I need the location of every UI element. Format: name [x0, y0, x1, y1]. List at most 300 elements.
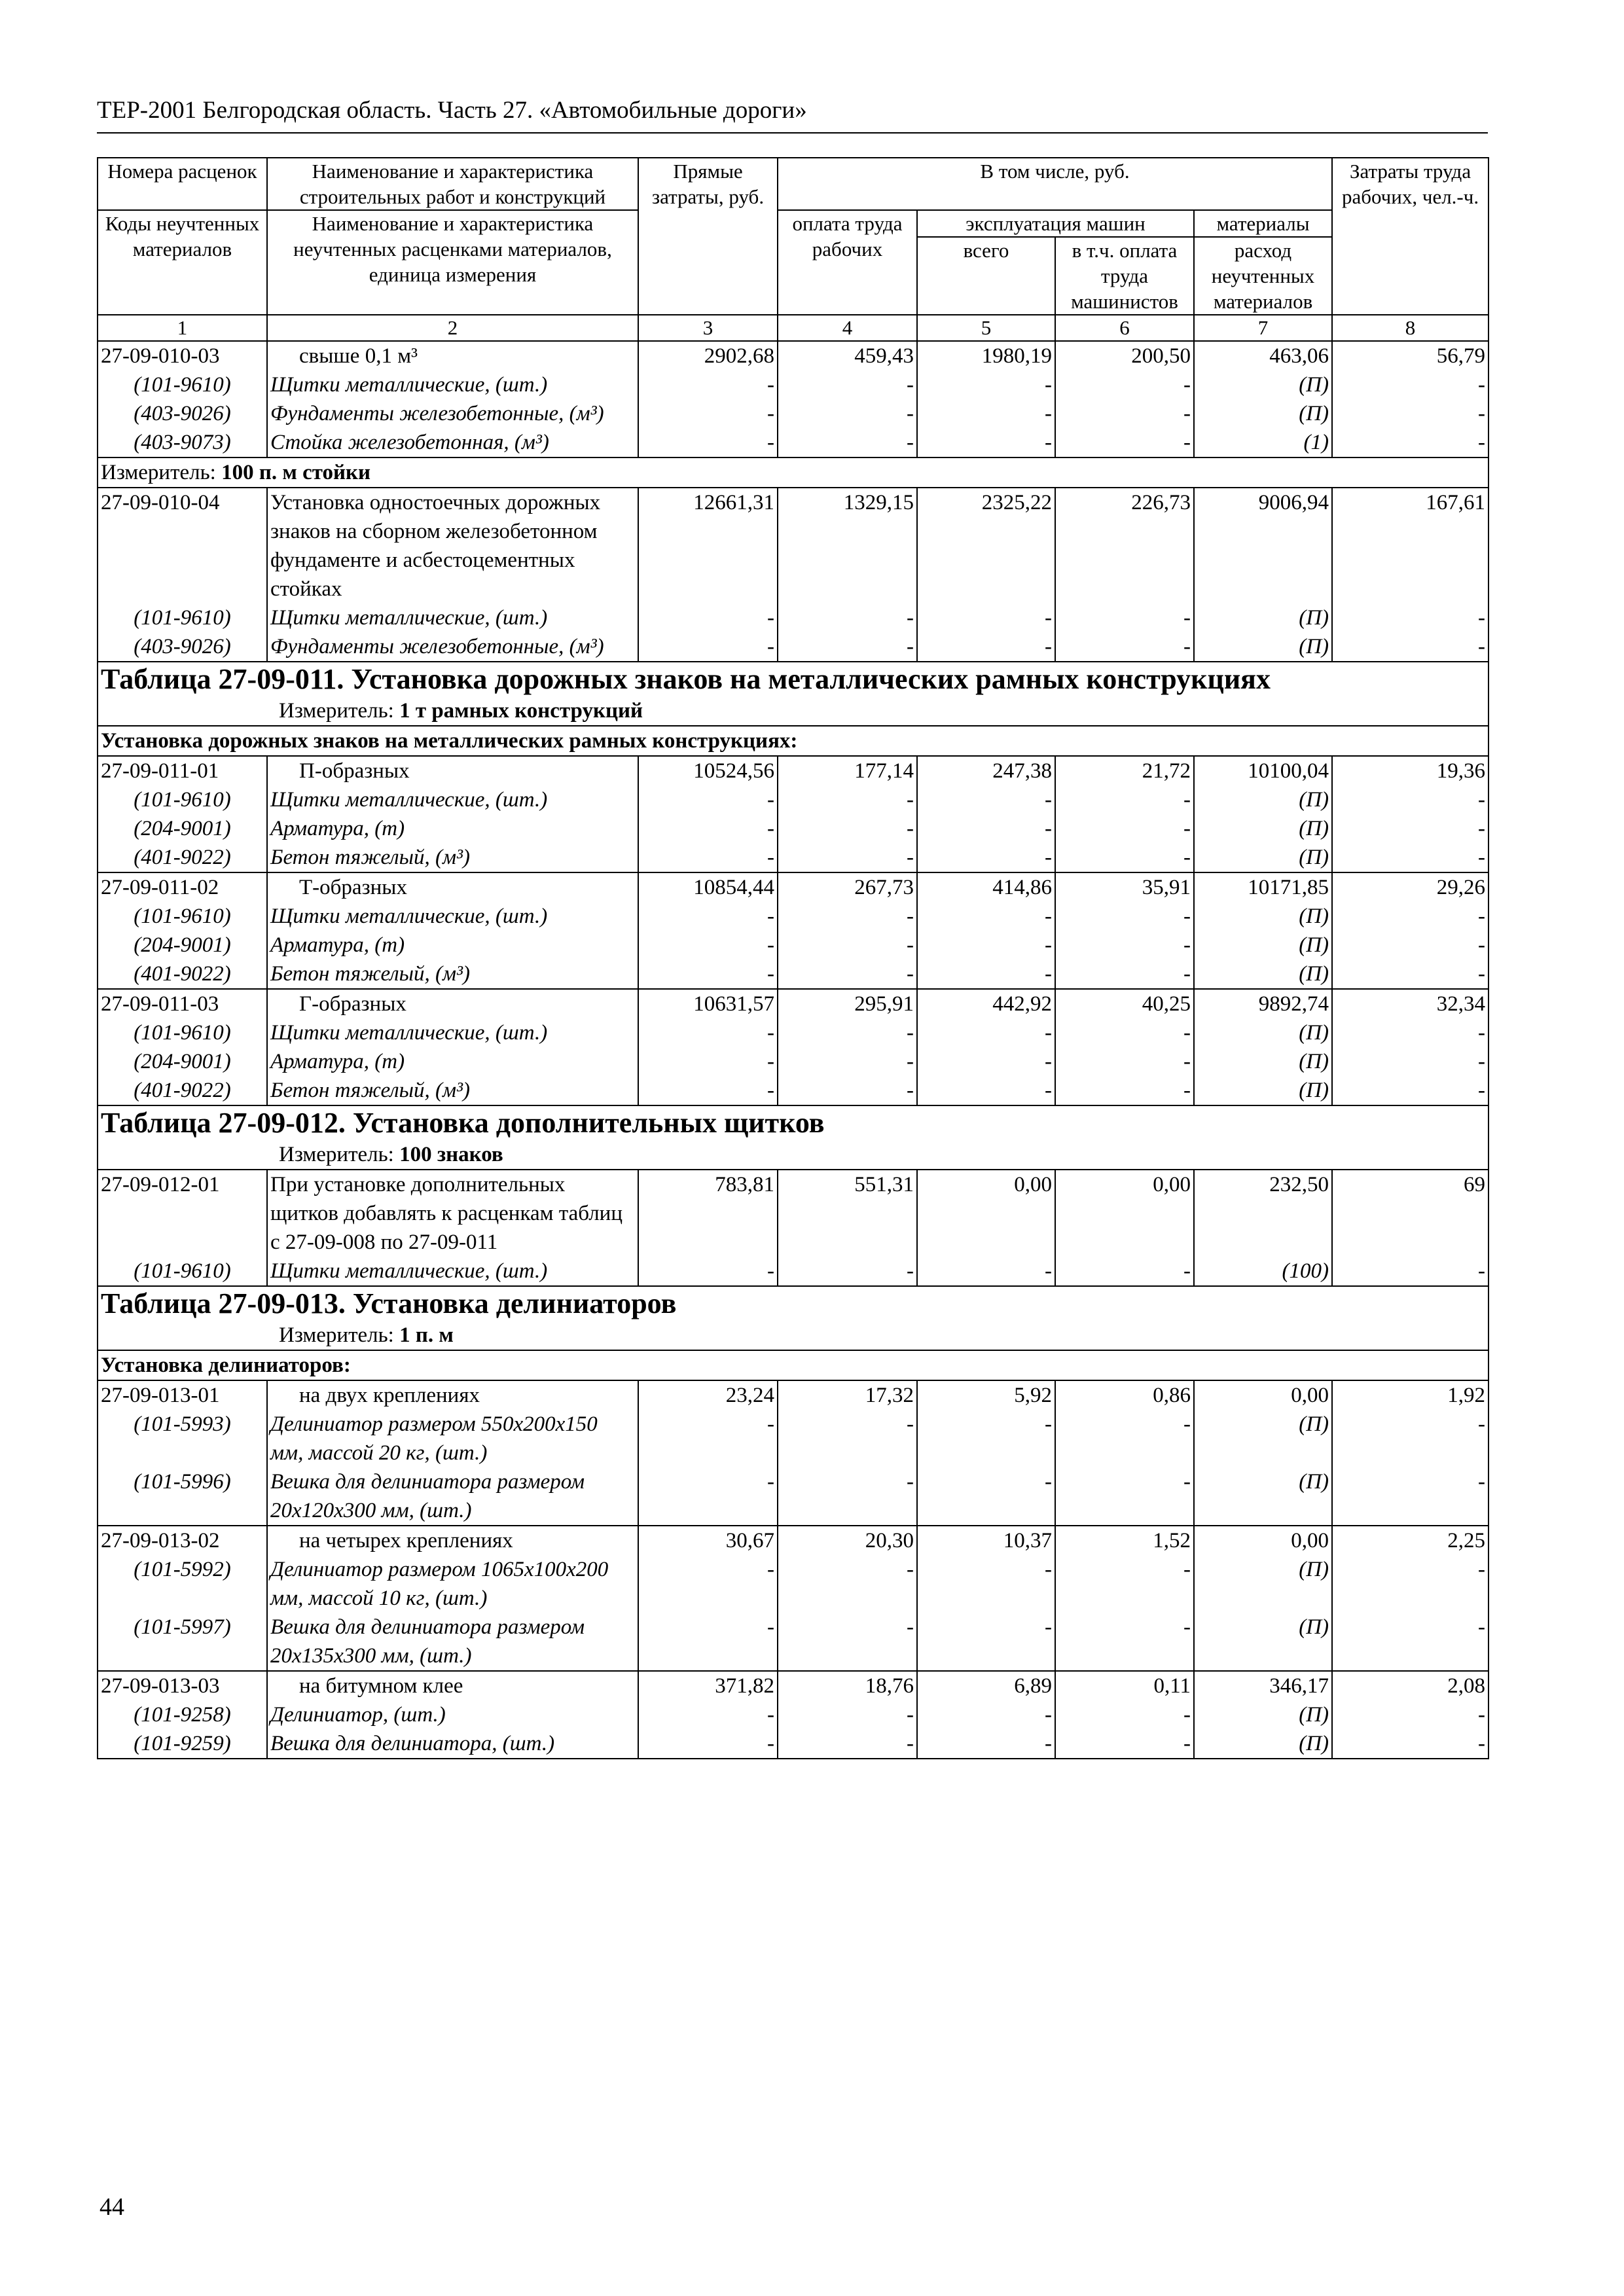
- value-cell: 232,50: [1194, 1170, 1332, 1257]
- value-cell: -: [638, 843, 778, 872]
- value-cell: -: [1055, 428, 1194, 457]
- material-code: (204-9001): [98, 931, 267, 960]
- value-cell: 247,38: [917, 756, 1055, 785]
- value-cell: (П): [1194, 1410, 1332, 1467]
- value-cell: (П): [1194, 603, 1332, 632]
- value-cell: -: [917, 931, 1055, 960]
- value-cell: -: [638, 370, 778, 399]
- value-cell: -: [917, 603, 1055, 632]
- value-cell: -: [1055, 1047, 1194, 1076]
- material-row: [98, 785, 1489, 814]
- material-name: Бетон тяжелый, (м³): [267, 1076, 638, 1105]
- col3-header: Прямые затраты, руб.: [638, 158, 778, 315]
- value-cell: (П): [1194, 814, 1332, 843]
- value-cell: 23,24: [638, 1380, 778, 1410]
- value-cell: -: [638, 960, 778, 989]
- value-cell: -: [1332, 1700, 1489, 1729]
- value-cell: -: [1332, 399, 1489, 428]
- material-name: Щитки металлические, (шт.): [267, 1018, 638, 1047]
- rate-name: свыше 0,1 м³: [267, 341, 638, 370]
- value-cell: -: [638, 399, 778, 428]
- value-cell: 442,92: [917, 989, 1055, 1018]
- column-number: 6: [1055, 315, 1194, 341]
- value-cell: -: [778, 960, 917, 989]
- value-cell: -: [638, 931, 778, 960]
- value-cell: -: [1332, 428, 1489, 457]
- rate-code: 27-09-010-03: [98, 341, 267, 370]
- material-row: [98, 603, 1489, 632]
- value-cell: 12661,31: [638, 488, 778, 603]
- rate-name: на четырех креплениях: [267, 1526, 638, 1555]
- value-cell: 10631,57: [638, 989, 778, 1018]
- material-code: (101-9258): [98, 1700, 267, 1729]
- value-cell: -: [1055, 1700, 1194, 1729]
- column-number: 4: [778, 315, 917, 341]
- value-cell: -: [1055, 843, 1194, 872]
- value-cell: (П): [1194, 1018, 1332, 1047]
- value-cell: -: [917, 843, 1055, 872]
- value-cell: 267,73: [778, 872, 917, 902]
- material-row: [98, 1076, 1489, 1105]
- rate-row: [98, 1671, 1489, 1700]
- value-cell: 783,81: [638, 1170, 778, 1257]
- material-row: [98, 960, 1489, 989]
- value-cell: 35,91: [1055, 872, 1194, 902]
- rate-name: При установке дополнительных щитков добавлять к расценкам таблиц с 27-09-008 по 27-09-011: [267, 1170, 638, 1257]
- value-cell: 2,08: [1332, 1671, 1489, 1700]
- col8-header: Затраты труда рабочих, чел.-ч.: [1332, 158, 1489, 315]
- value-cell: -: [778, 1700, 917, 1729]
- material-row: [98, 399, 1489, 428]
- material-name: Бетон тяжелый, (м³): [267, 960, 638, 989]
- value-cell: -: [917, 1410, 1055, 1467]
- measure-label: Измеритель:: [279, 1323, 400, 1347]
- material-name: Щитки металлические, (шт.): [267, 785, 638, 814]
- material-code: (101-9610): [98, 1257, 267, 1286]
- value-cell: -: [638, 1076, 778, 1105]
- material-row: [98, 1467, 1489, 1526]
- material-name: Арматура, (т): [267, 1047, 638, 1076]
- value-cell: 371,82: [638, 1671, 778, 1700]
- material-name: Делиниатор, (шт.): [267, 1700, 638, 1729]
- value-cell: -: [917, 1257, 1055, 1286]
- value-cell: -: [778, 843, 917, 872]
- material-row: [98, 814, 1489, 843]
- value-cell: 167,61: [1332, 488, 1489, 603]
- section-title: Установка дорожных знаков на металлических рамных конструкциях:: [98, 726, 1489, 756]
- value-cell: (П): [1194, 399, 1332, 428]
- rate-name: Установка одностоечных дорожных знаков на сборном железобетонном фундаменте и асбестоцементных стойках: [267, 488, 638, 603]
- value-cell: (П): [1194, 632, 1332, 662]
- value-cell: 10,37: [917, 1526, 1055, 1555]
- value-cell: 346,17: [1194, 1671, 1332, 1700]
- value-cell: -: [1332, 1613, 1489, 1671]
- measure-label: Измеритель:: [101, 461, 222, 484]
- column-number-row: [98, 315, 1489, 341]
- measure-row: [98, 457, 1489, 488]
- value-cell: -: [917, 1018, 1055, 1047]
- value-cell: -: [638, 814, 778, 843]
- table-title-row: [98, 662, 1489, 696]
- section-title-row: [98, 726, 1489, 756]
- value-cell: -: [917, 370, 1055, 399]
- value-cell: 0,00: [1194, 1380, 1332, 1410]
- value-cell: -: [917, 902, 1055, 931]
- material-name: Фундаменты железобетонные, (м³): [267, 632, 638, 662]
- value-cell: -: [778, 1729, 917, 1759]
- rate-name: Г-образных: [267, 989, 638, 1018]
- value-cell: 1,92: [1332, 1380, 1489, 1410]
- rate-code: 27-09-011-01: [98, 756, 267, 785]
- value-cell: -: [917, 1613, 1055, 1671]
- value-cell: -: [1055, 603, 1194, 632]
- value-cell: 17,32: [778, 1380, 917, 1410]
- value-cell: -: [778, 428, 917, 457]
- measure-cell: [98, 696, 1489, 726]
- rate-row: [98, 341, 1489, 370]
- value-cell: -: [778, 1047, 917, 1076]
- col1-top-header: Номера расценок: [98, 158, 267, 210]
- material-code: (401-9022): [98, 1076, 267, 1105]
- table-title-row: [98, 1105, 1489, 1140]
- material-code: (401-9022): [98, 843, 267, 872]
- rate-name: П-образных: [267, 756, 638, 785]
- material-name: Арматура, (т): [267, 931, 638, 960]
- measure-label: Измеритель:: [279, 1143, 400, 1166]
- value-cell: 0,86: [1055, 1380, 1194, 1410]
- value-cell: -: [638, 785, 778, 814]
- value-cell: -: [1055, 1410, 1194, 1467]
- header-row-1: [98, 158, 1489, 210]
- material-code: (101-5997): [98, 1613, 267, 1671]
- material-name: Делиниатор размером 1065х100х200 мм, массой 10 кг, (шт.): [267, 1555, 638, 1613]
- material-row: [98, 1555, 1489, 1613]
- value-cell: 21,72: [1055, 756, 1194, 785]
- material-name: Щитки металлические, (шт.): [267, 370, 638, 399]
- material-code: (101-9610): [98, 603, 267, 632]
- value-cell: -: [1332, 814, 1489, 843]
- value-cell: 20,30: [778, 1526, 917, 1555]
- value-cell: -: [638, 1047, 778, 1076]
- rate-row: [98, 989, 1489, 1018]
- value-cell: 414,86: [917, 872, 1055, 902]
- measure-label: Измеритель:: [279, 699, 400, 723]
- value-cell: -: [1055, 785, 1194, 814]
- material-row: [98, 902, 1489, 931]
- value-cell: (П): [1194, 1047, 1332, 1076]
- value-cell: -: [1332, 1047, 1489, 1076]
- value-cell: -: [1055, 1555, 1194, 1613]
- material-name: Вешка для делиниатора размером 20х120х300 мм, (шт.): [267, 1467, 638, 1526]
- material-name: Стойка железобетонная, (м³): [267, 428, 638, 457]
- value-cell: (П): [1194, 960, 1332, 989]
- value-cell: -: [778, 1555, 917, 1613]
- col4-header: оплата труда рабочих: [778, 210, 917, 315]
- value-cell: 10171,85: [1194, 872, 1332, 902]
- value-cell: 10524,56: [638, 756, 778, 785]
- value-cell: -: [1055, 960, 1194, 989]
- col6-header: в т.ч. оплата труда машинистов: [1055, 237, 1194, 315]
- value-cell: -: [1055, 1257, 1194, 1286]
- materials-header: материалы: [1194, 210, 1332, 237]
- col1-bottom-header: Коды неучтенных материалов: [98, 210, 267, 315]
- value-cell: 1329,15: [778, 488, 917, 603]
- material-name: Фундаменты железобетонные, (м³): [267, 399, 638, 428]
- material-row: [98, 1700, 1489, 1729]
- value-cell: (П): [1194, 1467, 1332, 1526]
- value-cell: -: [917, 785, 1055, 814]
- section-title: Установка делиниаторов:: [98, 1350, 1489, 1380]
- column-number: 3: [638, 315, 778, 341]
- value-cell: -: [917, 1047, 1055, 1076]
- value-cell: -: [1332, 1410, 1489, 1467]
- value-cell: -: [778, 1613, 917, 1671]
- page-number: 44: [99, 2193, 124, 2221]
- value-cell: -: [1332, 902, 1489, 931]
- running-header: ТЕР-2001 Белгородская область. Часть 27. «Автомобильные дороги»: [97, 92, 1488, 134]
- value-cell: -: [638, 1729, 778, 1759]
- value-cell: -: [1055, 1018, 1194, 1047]
- value-cell: -: [917, 632, 1055, 662]
- value-cell: -: [917, 814, 1055, 843]
- rate-name: Т-образных: [267, 872, 638, 902]
- rate-row: [98, 1526, 1489, 1555]
- material-name: Щитки металлические, (шт.): [267, 902, 638, 931]
- value-cell: -: [778, 902, 917, 931]
- value-cell: -: [917, 960, 1055, 989]
- value-cell: -: [638, 902, 778, 931]
- value-cell: 9892,74: [1194, 989, 1332, 1018]
- value-cell: -: [1332, 960, 1489, 989]
- column-number: 2: [267, 315, 638, 341]
- rate-code: 27-09-013-02: [98, 1526, 267, 1555]
- value-cell: -: [1332, 1076, 1489, 1105]
- value-cell: 10854,44: [638, 872, 778, 902]
- value-cell: 29,26: [1332, 872, 1489, 902]
- material-code: (204-9001): [98, 814, 267, 843]
- value-cell: 200,50: [1055, 341, 1194, 370]
- measure-cell: [98, 457, 1489, 488]
- value-cell: -: [778, 632, 917, 662]
- value-cell: -: [917, 428, 1055, 457]
- material-row: [98, 1613, 1489, 1671]
- value-cell: 2,25: [1332, 1526, 1489, 1555]
- material-name: Делиниатор размером 550х200х150 мм, массой 20 кг, (шт.): [267, 1410, 638, 1467]
- exploit-header: эксплуатация машин: [917, 210, 1194, 237]
- measure-row: [98, 696, 1489, 726]
- material-row: [98, 428, 1489, 457]
- material-row: [98, 843, 1489, 872]
- rate-code: 27-09-013-03: [98, 1671, 267, 1700]
- value-cell: (П): [1194, 1076, 1332, 1105]
- col2-top-header: Наименование и характеристика строительных работ и конструкций: [267, 158, 638, 210]
- value-cell: -: [638, 632, 778, 662]
- value-cell: 56,79: [1332, 341, 1489, 370]
- value-cell: 0,11: [1055, 1671, 1194, 1700]
- value-cell: -: [1332, 843, 1489, 872]
- value-cell: 19,36: [1332, 756, 1489, 785]
- column-number: 1: [98, 315, 267, 341]
- value-cell: 30,67: [638, 1526, 778, 1555]
- value-cell: -: [778, 814, 917, 843]
- rate-code: 27-09-011-03: [98, 989, 267, 1018]
- value-cell: 177,14: [778, 756, 917, 785]
- material-row: [98, 1729, 1489, 1759]
- value-cell: -: [1332, 370, 1489, 399]
- material-row: [98, 1047, 1489, 1076]
- rates-table: [97, 157, 1489, 1759]
- value-cell: -: [778, 1467, 917, 1526]
- value-cell: -: [638, 1257, 778, 1286]
- material-row: [98, 1257, 1489, 1286]
- measure-row: [98, 1140, 1489, 1170]
- value-cell: 459,43: [778, 341, 917, 370]
- value-cell: (П): [1194, 1700, 1332, 1729]
- value-cell: 10100,04: [1194, 756, 1332, 785]
- value-cell: -: [1055, 931, 1194, 960]
- value-cell: -: [638, 1018, 778, 1047]
- value-cell: -: [1332, 603, 1489, 632]
- value-cell: (П): [1194, 1555, 1332, 1613]
- value-cell: -: [1332, 931, 1489, 960]
- rate-row: [98, 1170, 1489, 1257]
- measure-cell: [98, 1321, 1489, 1350]
- material-code: (401-9022): [98, 960, 267, 989]
- material-code: (101-5993): [98, 1410, 267, 1467]
- material-code: (403-9026): [98, 399, 267, 428]
- value-cell: 18,76: [778, 1671, 917, 1700]
- column-number: 7: [1194, 315, 1332, 341]
- value-cell: -: [917, 1076, 1055, 1105]
- measure-cell: [98, 1140, 1489, 1170]
- material-row: [98, 370, 1489, 399]
- material-code: (101-5992): [98, 1555, 267, 1613]
- value-cell: 295,91: [778, 989, 917, 1018]
- rate-row: [98, 1380, 1489, 1410]
- section-title-row: [98, 1350, 1489, 1380]
- material-code: (403-9073): [98, 428, 267, 457]
- value-cell: -: [1055, 632, 1194, 662]
- value-cell: 226,73: [1055, 488, 1194, 603]
- value-cell: -: [1055, 902, 1194, 931]
- value-cell: -: [778, 1257, 917, 1286]
- value-cell: -: [778, 370, 917, 399]
- material-code: (101-9610): [98, 785, 267, 814]
- material-name: Арматура, (т): [267, 814, 638, 843]
- value-cell: (П): [1194, 1729, 1332, 1759]
- value-cell: -: [1055, 1076, 1194, 1105]
- value-cell: 6,89: [917, 1671, 1055, 1700]
- material-row: [98, 632, 1489, 662]
- material-code: (101-9610): [98, 1018, 267, 1047]
- value-cell: 1980,19: [917, 341, 1055, 370]
- value-cell: -: [778, 603, 917, 632]
- value-cell: -: [778, 1410, 917, 1467]
- column-number: 8: [1332, 315, 1489, 341]
- value-cell: 1,52: [1055, 1526, 1194, 1555]
- value-cell: (100): [1194, 1257, 1332, 1286]
- measure-value: 100 знаков: [399, 1143, 503, 1166]
- value-cell: -: [638, 428, 778, 457]
- material-code: (403-9026): [98, 632, 267, 662]
- value-cell: 0,00: [1055, 1170, 1194, 1257]
- value-cell: -: [1332, 1555, 1489, 1613]
- table-title: Таблица 27-09-013. Установка делиниаторов: [98, 1286, 1489, 1321]
- value-cell: -: [1055, 370, 1194, 399]
- value-cell: (П): [1194, 931, 1332, 960]
- value-cell: 32,34: [1332, 989, 1489, 1018]
- document-page: [97, 92, 1488, 1759]
- value-cell: -: [1055, 814, 1194, 843]
- value-cell: -: [1055, 1613, 1194, 1671]
- value-cell: -: [917, 399, 1055, 428]
- value-cell: -: [1332, 1257, 1489, 1286]
- value-cell: -: [917, 1700, 1055, 1729]
- value-cell: -: [1332, 1729, 1489, 1759]
- col7-header: расход неучтенных материалов: [1194, 237, 1332, 315]
- material-code: (101-9259): [98, 1729, 267, 1759]
- table-title-row: [98, 1286, 1489, 1321]
- material-row: [98, 931, 1489, 960]
- value-cell: 40,25: [1055, 989, 1194, 1018]
- incl-header: В том числе, руб.: [778, 158, 1332, 210]
- value-cell: 9006,94: [1194, 488, 1332, 603]
- material-code: (204-9001): [98, 1047, 267, 1076]
- value-cell: -: [638, 1613, 778, 1671]
- rate-code: 27-09-010-04: [98, 488, 267, 603]
- value-cell: -: [917, 1555, 1055, 1613]
- value-cell: 5,92: [917, 1380, 1055, 1410]
- value-cell: 69: [1332, 1170, 1489, 1257]
- value-cell: -: [778, 1076, 917, 1105]
- value-cell: (П): [1194, 1613, 1332, 1671]
- value-cell: -: [778, 1018, 917, 1047]
- value-cell: -: [778, 931, 917, 960]
- value-cell: -: [917, 1467, 1055, 1526]
- value-cell: -: [1055, 1729, 1194, 1759]
- value-cell: -: [1055, 399, 1194, 428]
- value-cell: -: [1332, 1467, 1489, 1526]
- value-cell: (П): [1194, 902, 1332, 931]
- value-cell: -: [638, 603, 778, 632]
- value-cell: -: [638, 1467, 778, 1526]
- material-code: (101-9610): [98, 902, 267, 931]
- value-cell: (П): [1194, 370, 1332, 399]
- material-name: Вешка для делиниатора размером 20х135х300 мм, (шт.): [267, 1613, 638, 1671]
- rate-row: [98, 488, 1489, 603]
- value-cell: -: [1055, 1467, 1194, 1526]
- measure-value: 1 п. м: [399, 1323, 454, 1347]
- header-row-2: [98, 210, 1489, 237]
- rate-code: 27-09-012-01: [98, 1170, 267, 1257]
- table-title: Таблица 27-09-011. Установка дорожных знаков на металлических рамных конструкциях: [98, 662, 1489, 696]
- material-name: Щитки металлические, (шт.): [267, 603, 638, 632]
- value-cell: -: [638, 1555, 778, 1613]
- measure-value: 100 п. м стойки: [221, 461, 371, 484]
- rate-name: на двух креплениях: [267, 1380, 638, 1410]
- value-cell: -: [1332, 1018, 1489, 1047]
- measure-value: 1 т рамных конструкций: [399, 699, 643, 723]
- column-number: 5: [917, 315, 1055, 341]
- value-cell: -: [1332, 632, 1489, 662]
- material-name: Щитки металлические, (шт.): [267, 1257, 638, 1286]
- material-code: (101-5996): [98, 1467, 267, 1526]
- table-title: Таблица 27-09-012. Установка дополнительных щитков: [98, 1105, 1489, 1140]
- material-row: [98, 1410, 1489, 1467]
- material-name: Бетон тяжелый, (м³): [267, 843, 638, 872]
- value-cell: -: [1332, 785, 1489, 814]
- value-cell: (П): [1194, 785, 1332, 814]
